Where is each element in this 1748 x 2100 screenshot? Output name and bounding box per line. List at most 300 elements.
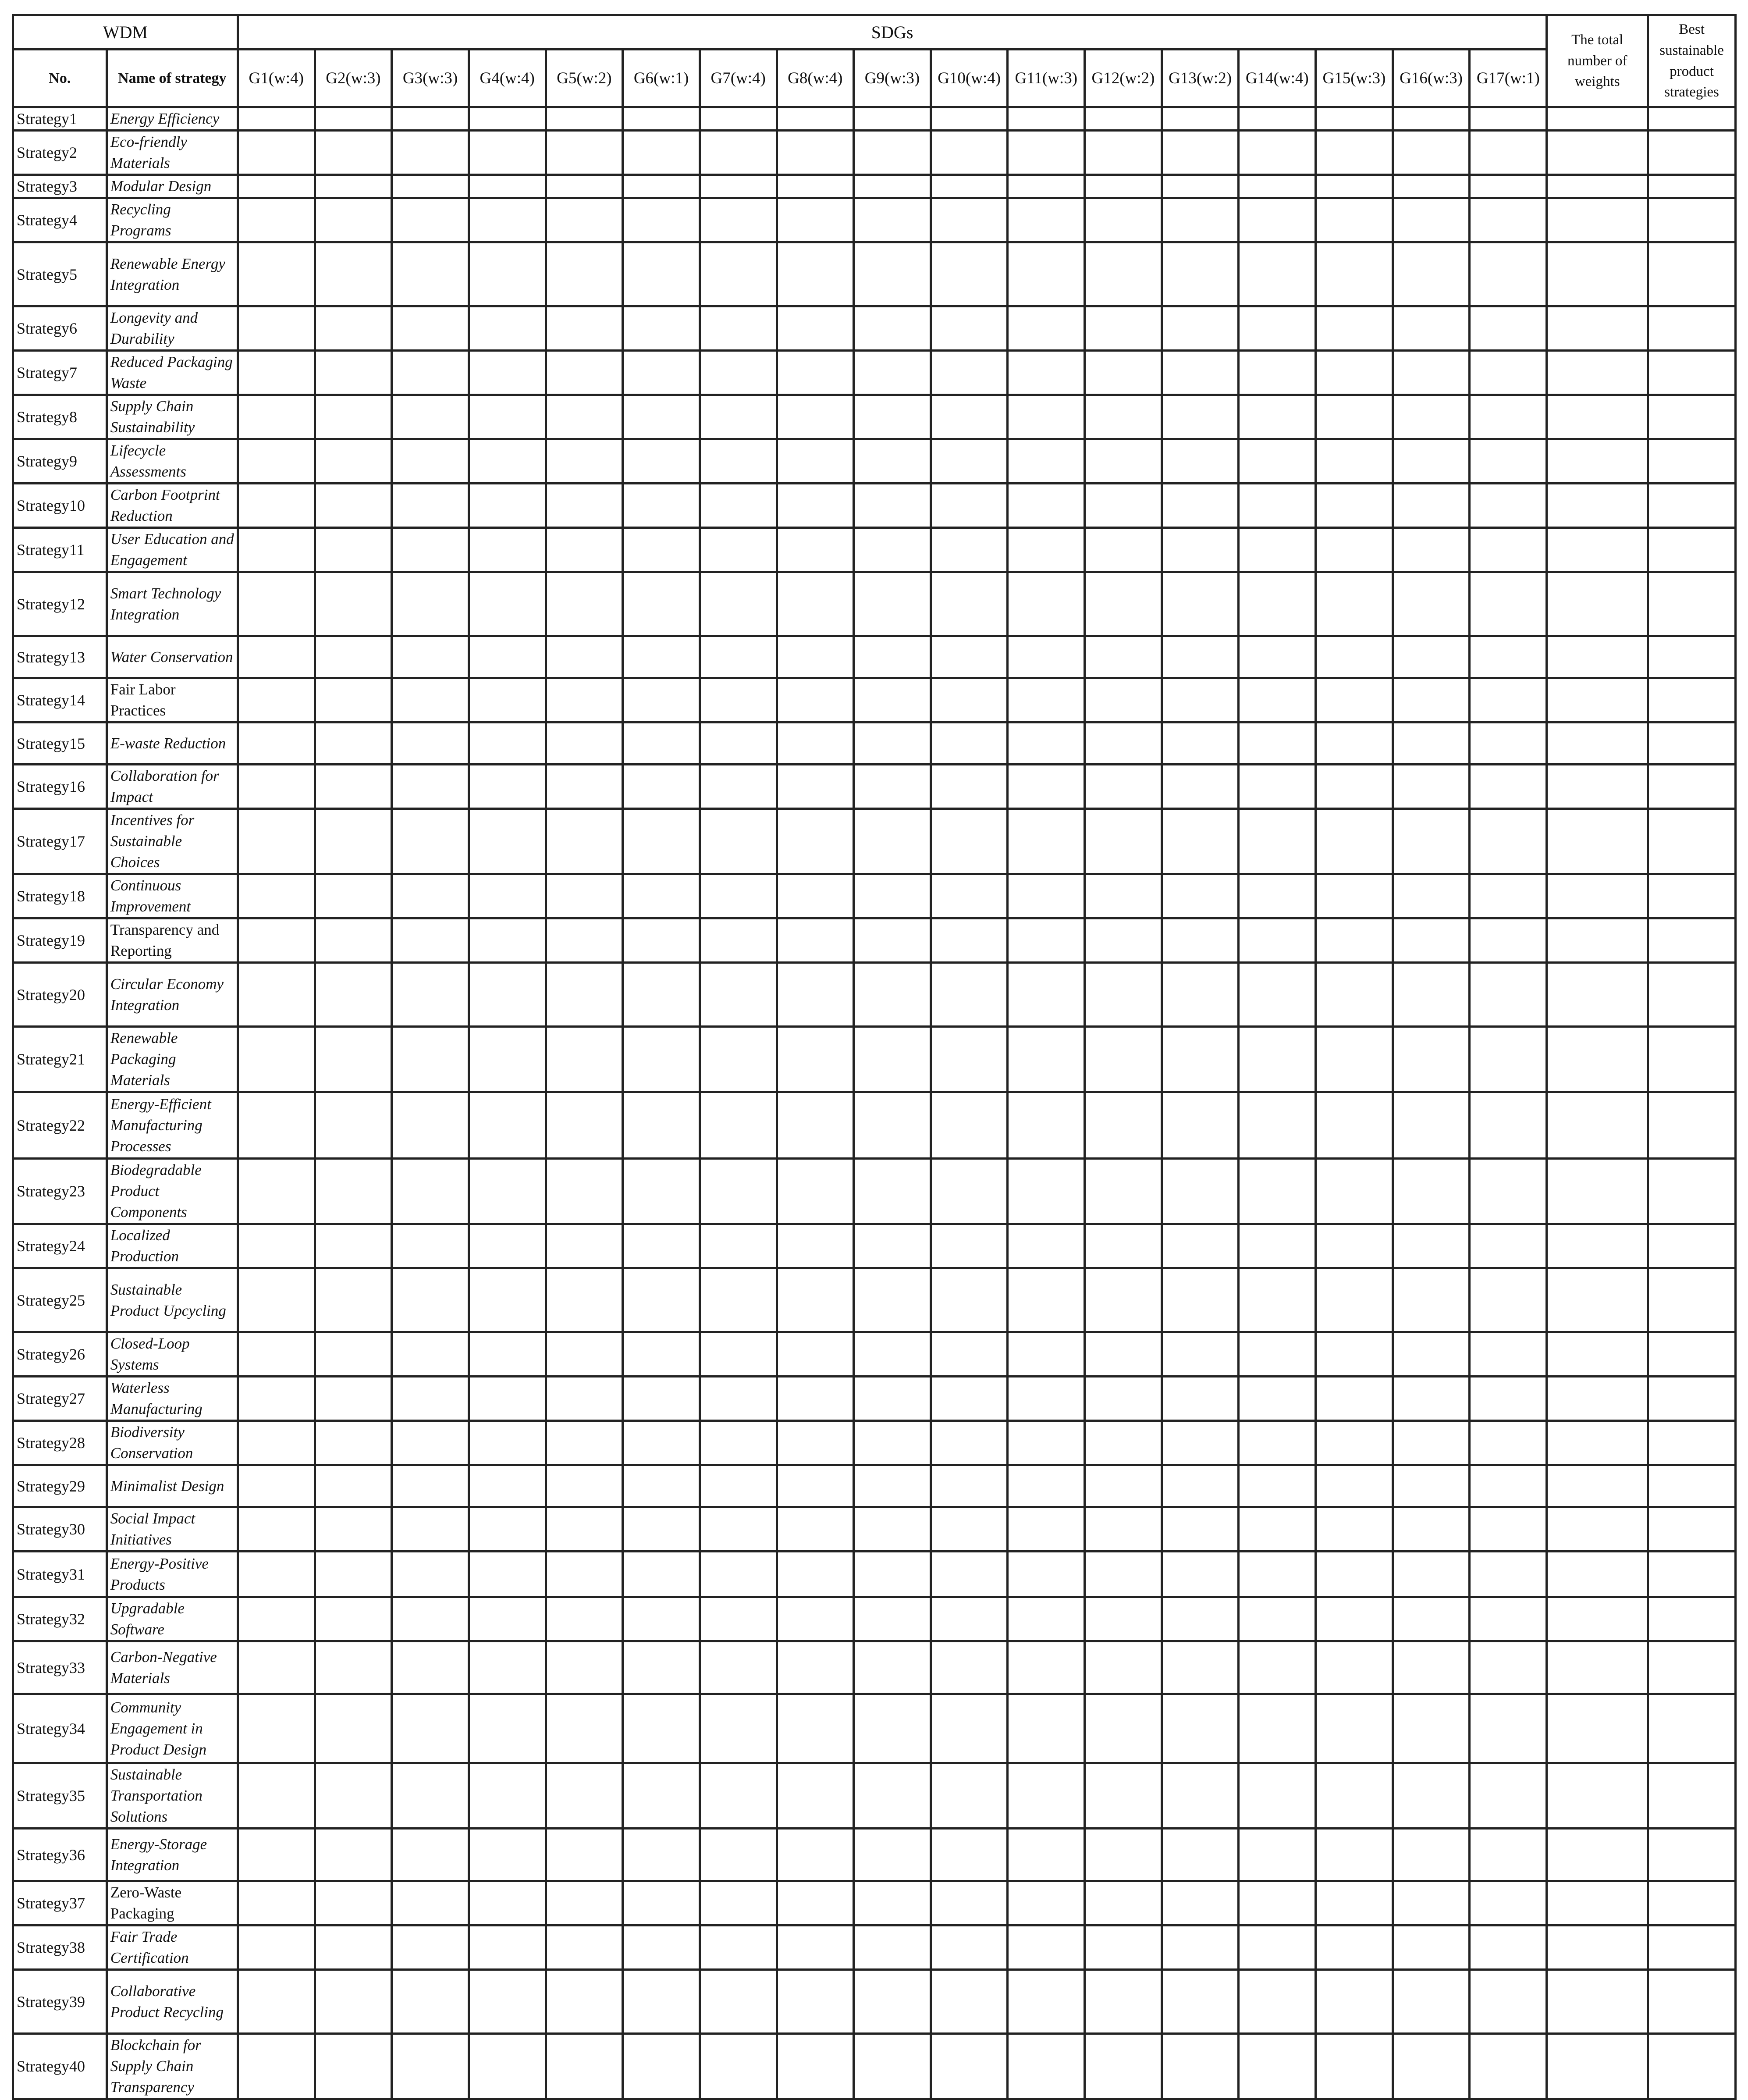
goal-score-cell [1162,131,1239,175]
goal-score-cell [931,1332,1008,1377]
best-strategy-cell [1648,1641,1736,1694]
goal-score-cell [1008,1763,1085,1829]
goal-score-cell [469,1970,546,2034]
goal-score-cell [1162,678,1239,723]
best-strategy-cell [1648,528,1736,572]
goal-score-cell [1316,678,1393,723]
table-row [13,1552,1736,1597]
goal-score-cell [1239,1224,1316,1268]
goal-score-cell [469,1159,546,1224]
best-strategy-cell [1648,484,1736,528]
table-row [13,1159,1736,1224]
goal-score-cell [854,306,931,351]
goal-header: G12(w:2) [1085,50,1162,107]
goal-score-cell [546,175,623,198]
goal-score-cell [392,723,469,765]
goal-score-cell [700,1597,777,1641]
goal-score-cell [1239,963,1316,1027]
goal-score-cell [392,107,469,131]
goal-score-cell [777,242,854,306]
goal-score-cell [546,572,623,636]
goal-score-cell [700,198,777,242]
strategy-number: Strategy9 [13,439,107,484]
goal-score-cell [777,198,854,242]
goal-score-cell [1085,1421,1162,1465]
goal-score-cell [1316,1465,1393,1507]
goal-score-cell [315,484,392,528]
goal-score-cell [546,1027,623,1092]
goal-score-cell [623,175,700,198]
goal-score-cell [931,1027,1008,1092]
table-row [13,1377,1736,1421]
total-weight-cell [1547,395,1648,439]
strategy-name: Energy-Efficient Manufacturing Processes [107,1092,238,1159]
goal-score-cell [392,1224,469,1268]
goal-score-cell [1239,1092,1316,1159]
total-weight-cell [1547,1268,1648,1332]
goal-score-cell [777,1641,854,1694]
goal-score-cell [546,1332,623,1377]
goal-score-cell [1085,1507,1162,1552]
goal-score-cell [469,1641,546,1694]
goal-score-cell [392,1268,469,1332]
total-weight-cell [1547,1507,1648,1552]
strategy-number: Strategy36 [13,1829,107,1881]
strategy-number: Strategy29 [13,1465,107,1507]
goal-score-cell [1239,1763,1316,1829]
best-strategy-cell [1648,242,1736,306]
goal-score-cell [1316,242,1393,306]
goal-score-cell [1316,636,1393,678]
goal-score-cell [931,809,1008,874]
goal-score-cell [1162,765,1239,809]
goal-score-cell [238,198,315,242]
goal-score-cell [469,198,546,242]
goal-score-cell [315,1332,392,1377]
goal-score-cell [1470,1829,1547,1881]
goal-score-cell [1393,175,1470,198]
strategy-name: Biodegradable Product Components [107,1159,238,1224]
goal-score-cell [1239,1597,1316,1641]
goal-score-cell [1470,528,1547,572]
goal-score-cell [1239,484,1316,528]
goal-score-cell [623,528,700,572]
best-strategy-cell [1648,306,1736,351]
goal-score-cell [1470,1763,1547,1829]
goal-score-cell [546,1970,623,2034]
goal-score-cell [392,1926,469,1970]
goal-score-cell [700,1641,777,1694]
goal-score-cell [546,1268,623,1332]
goal-score-cell [931,439,1008,484]
goal-score-cell [469,1507,546,1552]
goal-score-cell [392,1027,469,1092]
goal-score-cell [700,439,777,484]
goal-score-cell [238,765,315,809]
table-row [13,1465,1736,1507]
goal-score-cell [1470,484,1547,528]
goal-score-cell [469,1224,546,1268]
goal-score-cell [1239,1926,1316,1970]
goal-score-cell [315,918,392,963]
goal-score-cell [854,175,931,198]
goal-score-cell [1085,809,1162,874]
goal-score-cell [623,1552,700,1597]
goal-score-cell [1316,107,1393,131]
total-weight-cell [1547,723,1648,765]
goal-score-cell [1393,874,1470,918]
best-strategy-cell [1648,1597,1736,1641]
goal-score-cell [238,678,315,723]
goal-score-cell [469,572,546,636]
strategy-number: Strategy3 [13,175,107,198]
goal-score-cell [1162,107,1239,131]
goal-score-cell [546,636,623,678]
best-strategy-cell [1648,439,1736,484]
goal-score-cell [1008,1926,1085,1970]
goal-score-cell [1008,1377,1085,1421]
table-row [13,1597,1736,1641]
goal-score-cell [1162,439,1239,484]
goal-score-cell [1316,1377,1393,1421]
goal-score-cell [1239,874,1316,918]
goal-score-cell [238,572,315,636]
goal-score-cell [1393,1027,1470,1092]
goal-score-cell [315,636,392,678]
goal-score-cell [777,1763,854,1829]
goal-score-cell [392,1829,469,1881]
goal-score-cell [1393,1552,1470,1597]
best-strategy-cell [1648,1268,1736,1332]
goal-score-cell [777,874,854,918]
goal-score-cell [854,242,931,306]
strategy-name: Reduced Packaging Waste [107,351,238,395]
goal-score-cell [392,131,469,175]
goal-score-cell [700,765,777,809]
goal-score-cell [777,1881,854,1926]
goal-score-cell [546,351,623,395]
goal-score-cell [700,1970,777,2034]
goal-score-cell [623,242,700,306]
goal-score-cell [469,131,546,175]
goal-score-cell [1316,131,1393,175]
goal-score-cell [931,242,1008,306]
table-body [13,107,1736,2099]
goal-score-cell [1239,1694,1316,1763]
goal-score-cell [777,306,854,351]
goal-score-cell [854,809,931,874]
goal-score-cell [1239,1465,1316,1507]
goal-score-cell [1316,1159,1393,1224]
goal-score-cell [1316,306,1393,351]
sdgs-header: SDGs [238,15,1546,50]
goal-score-cell [546,874,623,918]
goal-score-cell [1008,678,1085,723]
goal-score-cell [392,395,469,439]
goal-score-cell [700,107,777,131]
goal-score-cell [315,198,392,242]
goal-score-cell [1162,1641,1239,1694]
strategy-number: Strategy18 [13,874,107,918]
goal-score-cell [623,1507,700,1552]
goal-score-cell [1470,572,1547,636]
goal-score-cell [469,395,546,439]
goal-score-cell [1008,198,1085,242]
goal-score-cell [1008,1881,1085,1926]
no-header: No. [13,50,107,107]
goal-score-cell [546,1881,623,1926]
goal-score-cell [469,528,546,572]
strategy-number: Strategy11 [13,528,107,572]
goal-score-cell [777,963,854,1027]
strategy-name-header: Name of strategy [107,50,238,107]
total-weight-cell [1547,874,1648,918]
goal-score-cell [469,306,546,351]
goal-score-cell [1239,528,1316,572]
goal-score-cell [546,1641,623,1694]
goal-score-cell [238,809,315,874]
goal-score-cell [1393,678,1470,723]
goal-score-cell [777,1224,854,1268]
goal-score-cell [1393,1507,1470,1552]
goal-score-cell [1470,636,1547,678]
goal-score-cell [1470,1507,1547,1552]
goal-score-cell [392,528,469,572]
strategy-name: Localized Production [107,1224,238,1268]
goal-score-cell [623,198,700,242]
goal-score-cell [1162,918,1239,963]
goal-score-cell [854,1881,931,1926]
goal-header: G6(w:1) [623,50,700,107]
goal-score-cell [546,1421,623,1465]
goal-score-cell [1470,1465,1547,1507]
goal-score-cell [469,1926,546,1970]
goal-score-cell [315,1224,392,1268]
goal-score-cell [238,395,315,439]
goal-score-cell [238,1507,315,1552]
goal-score-cell [1162,1027,1239,1092]
goal-score-cell [238,1641,315,1694]
goal-score-cell [315,1027,392,1092]
goal-score-cell [315,1377,392,1421]
goal-score-cell [546,2034,623,2099]
goal-score-cell [1316,1597,1393,1641]
goal-score-cell [1470,809,1547,874]
goal-header: G15(w:3) [1316,50,1393,107]
goal-score-cell [1470,918,1547,963]
goal-score-cell [546,306,623,351]
total-weight-cell [1547,809,1648,874]
goal-score-cell [238,1332,315,1377]
goal-score-cell [238,1027,315,1092]
goal-score-cell [854,636,931,678]
goal-score-cell [1085,1332,1162,1377]
goal-score-cell [700,1224,777,1268]
goal-score-cell [931,636,1008,678]
goal-score-cell [469,1552,546,1597]
total-weight-cell [1547,1829,1648,1881]
table-row [13,1027,1736,1092]
goal-score-cell [1393,809,1470,874]
goal-score-cell [1316,809,1393,874]
goal-score-cell [623,809,700,874]
goal-score-cell [315,175,392,198]
goal-score-cell [392,351,469,395]
goal-score-cell [392,874,469,918]
goal-score-cell [1470,1224,1547,1268]
table-row [13,175,1736,198]
best-strategy-cell [1648,198,1736,242]
table-row [13,809,1736,874]
goal-score-cell [1008,1597,1085,1641]
goal-score-cell [854,198,931,242]
goal-score-cell [854,1332,931,1377]
goal-score-cell [700,1421,777,1465]
goal-score-cell [1470,306,1547,351]
goal-score-cell [315,107,392,131]
goal-score-cell [1470,765,1547,809]
goal-score-cell [1239,678,1316,723]
goal-score-cell [1470,1377,1547,1421]
goal-score-cell [1470,1552,1547,1597]
goal-score-cell [1162,1552,1239,1597]
goal-score-cell [469,1881,546,1926]
goal-score-cell [1162,1268,1239,1332]
goal-score-cell [700,918,777,963]
table-row [13,1332,1736,1377]
goal-score-cell [392,1092,469,1159]
strategy-name: Closed-Loop Systems [107,1332,238,1377]
goal-score-cell [1239,242,1316,306]
goal-score-cell [777,636,854,678]
strategy-number: Strategy8 [13,395,107,439]
goal-score-cell [1470,2034,1547,2099]
total-weight-cell [1547,175,1648,198]
goal-score-cell [1393,395,1470,439]
goal-score-cell [546,1465,623,1507]
strategy-name: Energy-Positive Products [107,1552,238,1597]
goal-score-cell [469,636,546,678]
goal-score-cell [931,1507,1008,1552]
goal-score-cell [1085,765,1162,809]
goal-score-cell [1470,242,1547,306]
strategy-number: Strategy30 [13,1507,107,1552]
goal-score-cell [931,1829,1008,1881]
goal-score-cell [700,1027,777,1092]
best-strategy-cell [1648,1763,1736,1829]
goal-score-cell [623,351,700,395]
goal-score-cell [1393,636,1470,678]
goal-score-cell [1162,2034,1239,2099]
goal-score-cell [1470,439,1547,484]
total-weight-cell [1547,1970,1648,2034]
goal-score-cell [931,1970,1008,2034]
goal-score-cell [1008,1552,1085,1597]
table-row [13,765,1736,809]
goal-score-cell [546,1694,623,1763]
total-weight-cell [1547,1552,1648,1597]
goal-score-cell [777,439,854,484]
goal-score-cell [700,395,777,439]
strategy-name: Community Engagement in Product Design [107,1694,238,1763]
goal-score-cell [854,1926,931,1970]
goal-score-cell [238,528,315,572]
table-row [13,1829,1736,1881]
goal-score-cell [931,1694,1008,1763]
goal-score-cell [777,1507,854,1552]
goal-score-cell [854,963,931,1027]
strategy-name: Sustainable Product Upcycling [107,1268,238,1332]
strategy-name: Fair Labor Practices [107,678,238,723]
goal-score-cell [777,723,854,765]
goal-score-cell [1470,107,1547,131]
best-strategy-cell [1648,1092,1736,1159]
goal-score-cell [700,1507,777,1552]
goal-score-cell [1239,1027,1316,1092]
total-weight-cell [1547,1881,1648,1926]
goal-score-cell [392,1597,469,1641]
goal-score-cell [238,1829,315,1881]
goal-score-cell [931,484,1008,528]
goal-score-cell [854,765,931,809]
goal-score-cell [392,1465,469,1507]
goal-score-cell [931,131,1008,175]
goal-score-cell [238,1694,315,1763]
wdm-header: WDM [13,15,238,50]
goal-header: G17(w:1) [1470,50,1547,107]
goal-score-cell [1085,1377,1162,1421]
goal-score-cell [700,963,777,1027]
goal-score-cell [1162,723,1239,765]
goal-score-cell [777,484,854,528]
goal-score-cell [315,1926,392,1970]
table-row [13,1092,1736,1159]
goal-score-cell [854,1421,931,1465]
goal-score-cell [623,1377,700,1421]
table-row [13,1926,1736,1970]
goal-header: G1(w:4) [238,50,315,107]
goal-score-cell [1162,1694,1239,1763]
goal-score-cell [546,1092,623,1159]
goal-score-cell [238,918,315,963]
goal-score-cell [700,1159,777,1224]
goal-score-cell [623,1881,700,1926]
strategy-number: Strategy7 [13,351,107,395]
goal-score-cell [1162,636,1239,678]
goal-score-cell [315,351,392,395]
best-strategy-cell [1648,723,1736,765]
goal-score-cell [1085,874,1162,918]
goal-score-cell [623,723,700,765]
goal-score-cell [1470,1597,1547,1641]
strategy-name: Circular Economy Integration [107,963,238,1027]
goal-score-cell [854,484,931,528]
goal-score-cell [777,1421,854,1465]
goal-score-cell [854,107,931,131]
goal-header: G10(w:4) [931,50,1008,107]
goal-score-cell [1316,1224,1393,1268]
goal-score-cell [1085,2034,1162,2099]
table-row [13,306,1736,351]
goal-score-cell [1008,1465,1085,1507]
goal-score-cell [546,1224,623,1268]
goal-score-cell [392,439,469,484]
goal-score-cell [1316,1092,1393,1159]
goal-score-cell [777,107,854,131]
goal-score-cell [1393,1377,1470,1421]
goal-score-cell [1393,1763,1470,1829]
goal-score-cell [1239,572,1316,636]
